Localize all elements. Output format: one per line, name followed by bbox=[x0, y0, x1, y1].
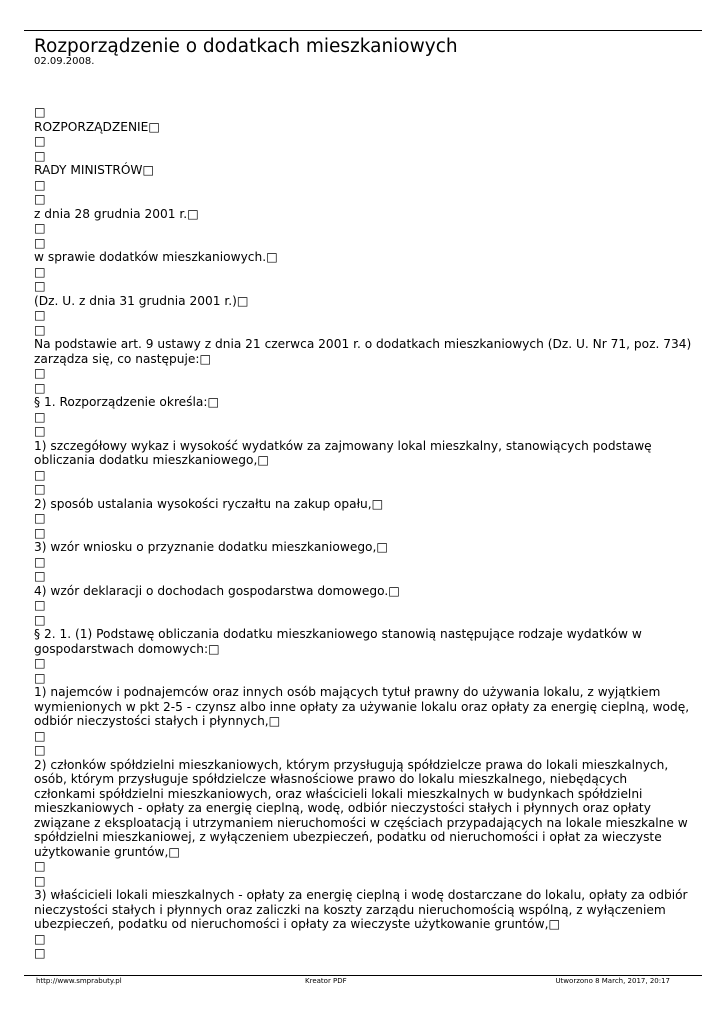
body-line: § 1. Rozporządzenie określa:□ bbox=[34, 395, 220, 409]
footer-created: Utworzono 8 March, 2017, 20:17 bbox=[555, 977, 670, 985]
body-line: □ bbox=[34, 105, 46, 119]
body-line: 1) najemców i podnajemców oraz innych osób mających tytuł prawny do używania lokalu, z wyjątkiem wymienionych w pkt 2-5 - czynsz albo inne opłaty za używanie lokalu oraz opłaty za energię cieplną, wodę, odbiór nieczystości stałych i płynnych,□ bbox=[34, 685, 690, 728]
body-line: □ bbox=[34, 192, 46, 206]
body-line: □ bbox=[34, 482, 46, 496]
body-line: □ bbox=[34, 946, 46, 960]
body-line: □ bbox=[34, 670, 46, 685]
body-line: § 2. 1. (1) Podstawę obliczania dodatku mieszkaniowego stanowią następujące rodzaje wydatków w gospodarstwach domowych:□ bbox=[34, 627, 642, 656]
body-line: □ bbox=[34, 873, 46, 888]
body-line: □ bbox=[34, 134, 46, 148]
body-line: □ bbox=[34, 467, 46, 482]
body-line: □ bbox=[34, 308, 46, 322]
body-line: □ bbox=[34, 728, 46, 743]
publish-date: 02.09.2008. bbox=[34, 56, 95, 67]
body-line: □ bbox=[34, 554, 46, 569]
body-line: □ bbox=[34, 511, 46, 525]
body-line: □ bbox=[34, 221, 46, 235]
body-line: 3) wzór wniosku o przyznanie dodatku mieszkaniowego,□ bbox=[34, 540, 388, 554]
body-line: □ bbox=[34, 743, 46, 757]
body-line: □ bbox=[34, 235, 46, 250]
body-line: □ bbox=[34, 366, 46, 380]
body-line: 2) członków spółdzielni mieszkaniowych, którym przysługują spółdzielcze prawa do lokali mieszkalnych, osób, którym przysługuje spółdzielcze własnościowe prawo do lokalu mieszkalnego, niebędących członkami spółdzielni mieszkaniowych, oraz właścicieli lokali mieszkalnych w budynkach spółdzielni mieszkaniowych - opłaty za energię cieplną, wodę, odbiór nieczystości stałych i płynnych oraz opłaty związane z eksploatacją i utrzymaniem nieruchomości w częściach przypadających na lokale mieszkalne w spółdzielni mieszkaniowej, z wyłączeniem ubezpieczeń, podatku od nieruchomości i opłat za wieczyste użytkowanie gruntów,□ bbox=[34, 757, 688, 859]
body-line: w sprawie dodatków mieszkaniowych.□ bbox=[34, 250, 278, 264]
footer-url[interactable]: http://www.smprabuty.pl bbox=[36, 977, 122, 985]
body-line: □ bbox=[34, 177, 46, 192]
body-line: □ bbox=[34, 148, 46, 163]
body-line: 4) wzór deklaracji o dochodach gospodarstwa domowego.□ bbox=[34, 583, 400, 598]
body-line: □ bbox=[34, 525, 46, 540]
body-line: (Dz. U. z dnia 31 grudnia 2001 r.)□ bbox=[34, 293, 249, 308]
body-line: RADY MINISTRÓW□ bbox=[34, 163, 154, 177]
body-line: □ bbox=[34, 409, 46, 424]
document-body bbox=[34, 105, 692, 961]
body-line: □ bbox=[34, 569, 46, 583]
page-title: Rozporządzenie o dodatkach mieszkaniowych bbox=[34, 36, 458, 57]
body-line: □ bbox=[34, 322, 46, 337]
header-rule bbox=[24, 30, 702, 31]
body-line: z dnia 28 grudnia 2001 r.□ bbox=[34, 206, 199, 221]
body-line: □ bbox=[34, 380, 46, 395]
body-line: □ bbox=[34, 424, 46, 438]
body-line: □ bbox=[34, 279, 46, 293]
body-line: □ bbox=[34, 598, 46, 612]
body-line: 3) właścicieli lokali mieszkalnych - opłaty za energię cieplną i wodę dostarczane do lokalu, opłaty za odbiór nieczystości stałych i płynnych oraz zaliczki na koszty zarządu nieruchomością wspólną, z wyłączeniem ubezpieczeń, podatku od nieruchomości i opłaty za wieczyste użytkowanie gruntów,□ bbox=[34, 888, 688, 931]
body-line: □ bbox=[34, 656, 46, 670]
body-line: 1) szczegółowy wykaz i wysokość wydatków za zajmowany lokal mieszkalny, stanowiących podstawę obliczania dodatku mieszkaniowego,□ bbox=[34, 438, 652, 467]
body-line: □ bbox=[34, 264, 46, 279]
body-line: □ bbox=[34, 612, 46, 627]
body-line: Na podstawie art. 9 ustawy z dnia 21 czerwca 2001 r. o dodatkach mieszkaniowych (Dz. U. Nr 71, poz. 734) zarządza się, co następuje:□ bbox=[34, 337, 692, 366]
body-line: □ bbox=[34, 859, 46, 873]
body-line: ROZPORZĄDZENIE□ bbox=[34, 119, 160, 134]
footer-creator: Kreator PDF bbox=[305, 977, 347, 985]
body-line: 2) sposób ustalania wysokości ryczałtu na zakup opału,□ bbox=[34, 496, 384, 511]
body-line: □ bbox=[34, 931, 46, 946]
footer-rule bbox=[24, 975, 702, 976]
